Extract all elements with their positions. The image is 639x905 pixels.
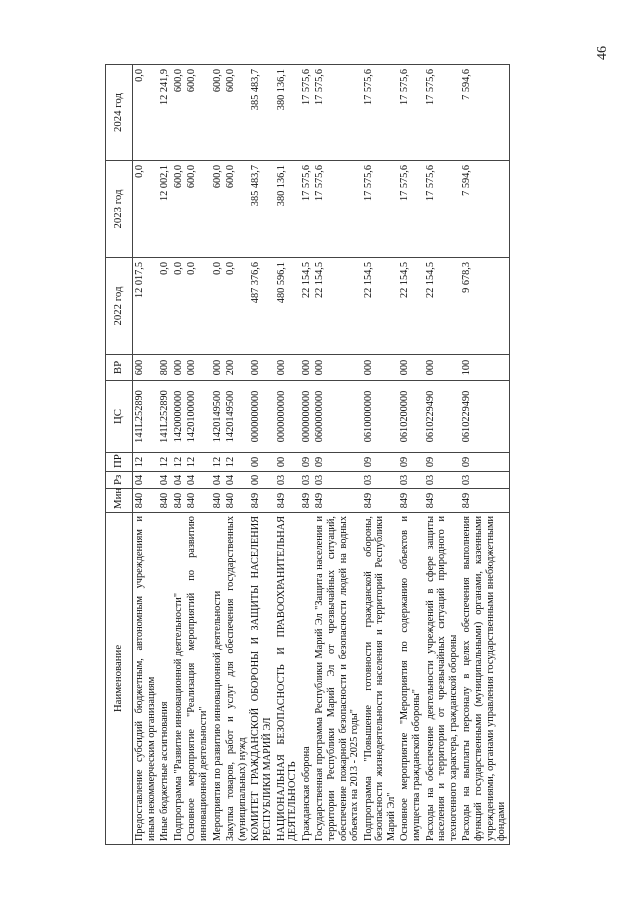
cell-cs: 141L252890: [133, 381, 159, 453]
cell-2022: 22 154,5: [424, 258, 461, 355]
table-row: [158, 65, 172, 845]
table-body: [133, 65, 510, 845]
header-vr: ВР: [106, 355, 133, 381]
cell-2023: 17 575,6: [300, 161, 314, 258]
cell-2023: 600,0: [172, 161, 186, 258]
cell-2023: 12 002,1: [158, 161, 172, 258]
cell-2024: 380 136,1: [275, 65, 300, 161]
cell-pr: 12: [133, 453, 159, 472]
cell-min: 849: [460, 489, 509, 513]
cell-rz: 04: [185, 472, 210, 489]
cell-vr: 200: [224, 355, 249, 381]
cell-name: НАЦИОНАЛЬНАЯ БЕЗОПАСНОСТЬ И ПРАВООХРАНИТЕЛЬНАЯ ДЕЯТЕЛЬНОСТЬ: [275, 513, 300, 845]
cell-name: КОМИТЕТ ГРАЖДАНСКОЙ ОБОРОНЫ И ЗАЩИТЫ НАСЕЛЕНИЯ РЕСПУБЛИКИ МАРИЙ ЭЛ: [249, 513, 274, 845]
cell-min: 849: [424, 489, 461, 513]
cell-rz: 00: [249, 472, 274, 489]
cell-pr: 09: [300, 453, 314, 472]
header-pr: ПР: [106, 453, 133, 472]
cell-2023: 17 575,6: [362, 161, 399, 258]
cell-cs: 0610229490: [424, 381, 461, 453]
cell-rz: 04: [224, 472, 249, 489]
cell-2022: 0,0: [185, 258, 210, 355]
cell-name: Основное мероприятие "Мероприятия по содержанию объектов и имущества гражданской обороны": [398, 513, 423, 845]
cell-2024: 600,0: [211, 65, 225, 161]
cell-name: Государственная программа Республики Марий Эл "Защита населения и территории Республики Марий Эл от чрезвычайных ситуаций, обеспечение пожарной безопасности и безопасности людей на водных объектах на 2013 - 2025 годы": [313, 513, 361, 845]
cell-2022: 0,0: [211, 258, 225, 355]
cell-2022: 480 596,1: [275, 258, 300, 355]
cell-cs: 1420149500: [211, 381, 225, 453]
cell-2022: 22 154,5: [313, 258, 361, 355]
table-header-row: [106, 65, 133, 845]
cell-2024: 17 575,6: [424, 65, 461, 161]
cell-2023: 380 136,1: [275, 161, 300, 258]
cell-name: Закупка товаров, работ и услуг для обеспечения государственных (муниципальных) нужд: [224, 513, 249, 845]
cell-name: Основное мероприятие "Реализация мероприятий по развитию инновационной деятельности": [185, 513, 210, 845]
cell-pr: 12: [158, 453, 172, 472]
cell-2024: 600,0: [185, 65, 210, 161]
cell-2023: 600,0: [224, 161, 249, 258]
cell-name: Подпрограмма "Повышение готовности гражданской обороны, безопасности жизнедеятельности населения и территорий Республики Марий Эл": [362, 513, 399, 845]
cell-2024: 17 575,6: [300, 65, 314, 161]
cell-min: 849: [275, 489, 300, 513]
cell-min: 840: [211, 489, 225, 513]
table-row: [313, 65, 361, 845]
cell-2022: 0,0: [158, 258, 172, 355]
cell-min: 849: [300, 489, 314, 513]
cell-2023: 17 575,6: [424, 161, 461, 258]
cell-pr: 00: [275, 453, 300, 472]
cell-min: 840: [158, 489, 172, 513]
cell-vr: 000: [185, 355, 210, 381]
cell-vr: 000: [211, 355, 225, 381]
header-name: Наименование: [106, 513, 133, 845]
cell-min: 840: [172, 489, 186, 513]
table-row: [172, 65, 186, 845]
cell-pr: 09: [460, 453, 509, 472]
cell-2022: 12 017,5: [133, 258, 159, 355]
cell-min: 849: [398, 489, 423, 513]
cell-2024: 17 575,6: [313, 65, 361, 161]
cell-vr: 000: [398, 355, 423, 381]
cell-pr: 12: [172, 453, 186, 472]
header-rz: Рз: [106, 472, 133, 489]
table-row: [249, 65, 274, 845]
cell-cs: 1420149500: [224, 381, 249, 453]
header-2023: 2023 год: [106, 161, 133, 258]
page-number: 46: [595, 46, 610, 60]
cell-cs: 0610229490: [460, 381, 509, 453]
cell-pr: 12: [211, 453, 225, 472]
cell-pr: 12: [185, 453, 210, 472]
cell-vr: 000: [275, 355, 300, 381]
cell-cs: 0000000000: [300, 381, 314, 453]
cell-vr: 000: [172, 355, 186, 381]
header-2022: 2022 год: [106, 258, 133, 355]
cell-pr: 12: [224, 453, 249, 472]
cell-2024: 17 575,6: [398, 65, 423, 161]
table-row: [398, 65, 423, 845]
cell-2022: 22 154,5: [398, 258, 423, 355]
cell-name: Предоставление субсидий бюджетным, автономным учреждениям и иным некоммерческим организациям: [133, 513, 159, 845]
cell-2023: 0,0: [133, 161, 159, 258]
cell-2023: 17 575,6: [398, 161, 423, 258]
cell-2024: 7 594,6: [460, 65, 509, 161]
table-row: [460, 65, 509, 845]
cell-cs: 0600000000: [313, 381, 361, 453]
cell-rz: 04: [172, 472, 186, 489]
cell-name: Гражданская оборона: [300, 513, 314, 845]
cell-rz: 03: [424, 472, 461, 489]
header-cs: ЦС: [106, 381, 133, 453]
cell-pr: 09: [398, 453, 423, 472]
cell-2022: 22 154,5: [362, 258, 399, 355]
cell-pr: 00: [249, 453, 274, 472]
cell-2024: 600,0: [224, 65, 249, 161]
cell-vr: 100: [460, 355, 509, 381]
cell-rz: 04: [133, 472, 159, 489]
table-row: [362, 65, 399, 845]
cell-vr: 800: [158, 355, 172, 381]
cell-2022: 22 154,5: [300, 258, 314, 355]
cell-2023: 7 594,6: [460, 161, 509, 258]
table-row: [300, 65, 314, 845]
cell-2022: 0,0: [224, 258, 249, 355]
cell-min: 840: [224, 489, 249, 513]
cell-cs: 1420100000: [185, 381, 210, 453]
cell-rz: 04: [158, 472, 172, 489]
cell-cs: 0000000000: [275, 381, 300, 453]
cell-min: 840: [133, 489, 159, 513]
cell-rz: 03: [275, 472, 300, 489]
cell-vr: 600: [133, 355, 159, 381]
cell-2022: 487 376,6: [249, 258, 274, 355]
table-row: [185, 65, 210, 845]
header-2024: 2024 год: [106, 65, 133, 161]
cell-2023: 600,0: [185, 161, 210, 258]
cell-vr: 000: [424, 355, 461, 381]
cell-2023: 600,0: [211, 161, 225, 258]
cell-cs: 0000000000: [249, 381, 274, 453]
cell-vr: 000: [313, 355, 361, 381]
cell-rz: 03: [460, 472, 509, 489]
cell-name: Расходы на обеспечение деятельности учреждений в сфере защиты населения и территории от чрезвычайных ситуаций природного и техногенного характера, гражданской обороны: [424, 513, 461, 845]
cell-name: Расходы на выплаты персоналу в целях обеспечения выполнения функций государственными (муниципальными) органами, казенными учреждениями, органами управления государственными внебюджетными фондами: [460, 513, 509, 845]
header-min: Мин: [106, 489, 133, 513]
cell-2024: 385 483,7: [249, 65, 274, 161]
cell-pr: 09: [424, 453, 461, 472]
cell-rz: 03: [362, 472, 399, 489]
table-row: [133, 65, 159, 845]
cell-name: Мероприятия по развитию инновационной деятельности: [211, 513, 225, 845]
cell-2023: 17 575,6: [313, 161, 361, 258]
table-row: [424, 65, 461, 845]
budget-table: [105, 64, 510, 845]
cell-min: 840: [185, 489, 210, 513]
cell-2023: 385 483,7: [249, 161, 274, 258]
cell-cs: 0610000000: [362, 381, 399, 453]
cell-vr: 000: [300, 355, 314, 381]
cell-pr: 09: [362, 453, 399, 472]
cell-2024: 0,0: [133, 65, 159, 161]
cell-2024: 600,0: [172, 65, 186, 161]
table-row: [224, 65, 249, 845]
cell-2024: 12 241,9: [158, 65, 172, 161]
cell-2022: 9 678,3: [460, 258, 509, 355]
table-row: [275, 65, 300, 845]
cell-vr: 000: [362, 355, 399, 381]
cell-cs: 1420000000: [172, 381, 186, 453]
cell-cs: 0610200000: [398, 381, 423, 453]
cell-name: Подпрограмма "Развитие инновационной деятельности": [172, 513, 186, 845]
cell-rz: 03: [300, 472, 314, 489]
cell-pr: 09: [313, 453, 361, 472]
rotated-page: [105, 65, 580, 845]
cell-2022: 0,0: [172, 258, 186, 355]
cell-min: 849: [362, 489, 399, 513]
cell-name: Иные бюджетные ассигнования: [158, 513, 172, 845]
cell-rz: 04: [211, 472, 225, 489]
cell-rz: 03: [313, 472, 361, 489]
cell-2024: 17 575,6: [362, 65, 399, 161]
table-row: [211, 65, 225, 845]
cell-cs: 141L252890: [158, 381, 172, 453]
cell-vr: 000: [249, 355, 274, 381]
cell-rz: 03: [398, 472, 423, 489]
cell-min: 849: [249, 489, 274, 513]
cell-min: 849: [313, 489, 361, 513]
